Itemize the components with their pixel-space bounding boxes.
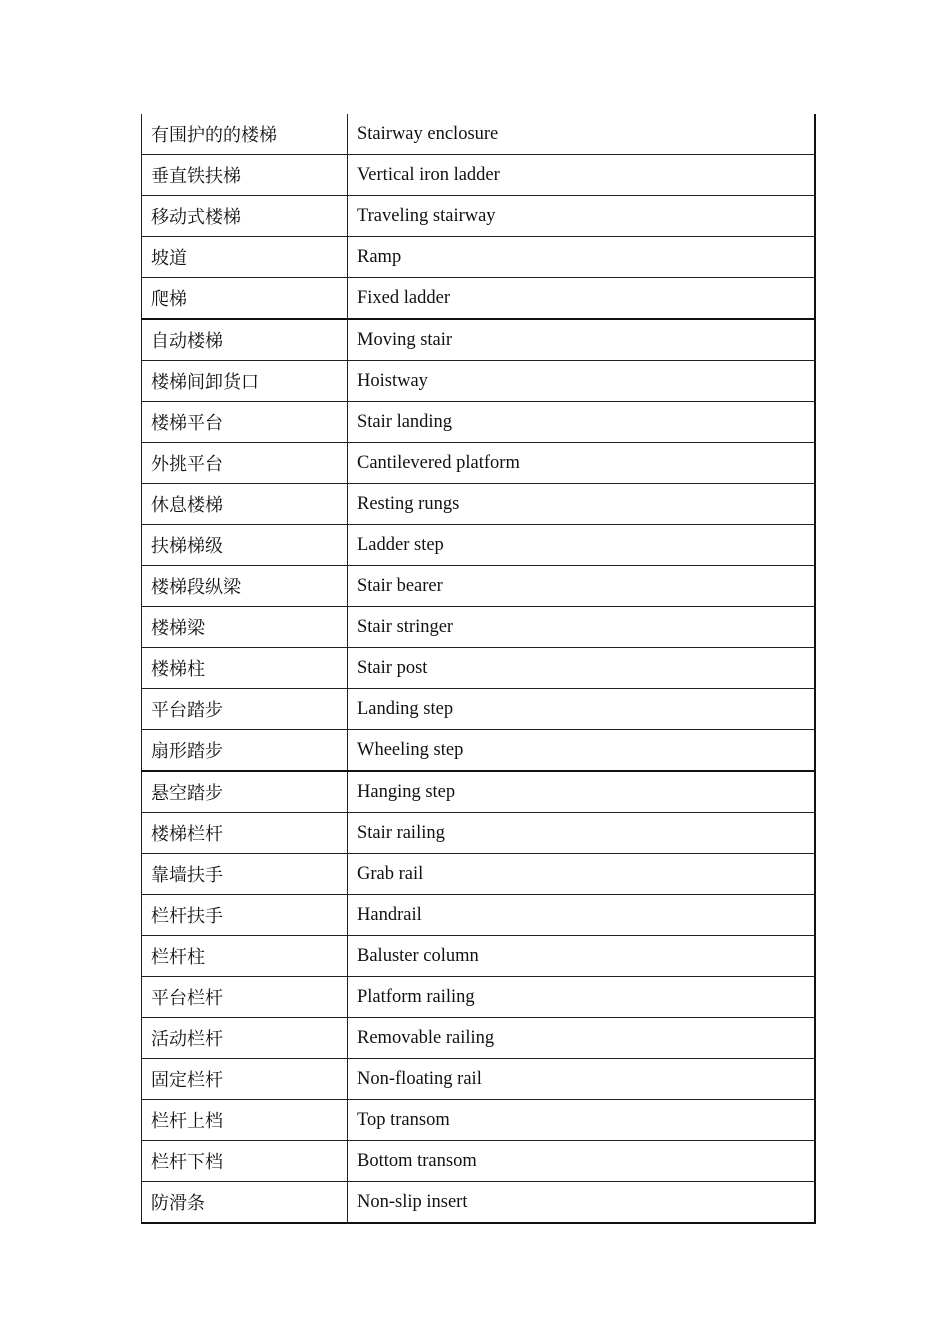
chinese-term: 栏杆下档: [142, 1141, 348, 1182]
english-term: Landing step: [348, 689, 815, 730]
table-row: [142, 1100, 815, 1141]
english-term: Stair landing: [348, 402, 815, 443]
english-term: Grab rail: [348, 854, 815, 895]
chinese-term: 楼梯平台: [142, 402, 348, 443]
table-row: [142, 854, 815, 895]
table-row: [142, 319, 815, 361]
chinese-term: 栏杆柱: [142, 936, 348, 977]
table-row: [142, 1018, 815, 1059]
english-term: Non-slip insert: [348, 1182, 815, 1224]
table-row: [142, 196, 815, 237]
english-term: Stairway enclosure: [348, 114, 815, 155]
table-row: [142, 402, 815, 443]
glossary-table-container: [141, 114, 814, 1224]
table-row: [142, 977, 815, 1018]
chinese-term: 扇形踏步: [142, 730, 348, 772]
chinese-term: 栏杆扶手: [142, 895, 348, 936]
english-term: Stair post: [348, 648, 815, 689]
chinese-term: 垂直铁扶梯: [142, 155, 348, 196]
glossary-table: [141, 114, 816, 1224]
table-row: [142, 237, 815, 278]
table-row: [142, 443, 815, 484]
chinese-term: 休息楼梯: [142, 484, 348, 525]
table-row: [142, 771, 815, 813]
table-row: [142, 278, 815, 320]
english-term: Vertical iron ladder: [348, 155, 815, 196]
english-term: Ramp: [348, 237, 815, 278]
english-term: Stair bearer: [348, 566, 815, 607]
english-term: Cantilevered platform: [348, 443, 815, 484]
english-term: Top transom: [348, 1100, 815, 1141]
english-term: Moving stair: [348, 319, 815, 361]
table-row: [142, 648, 815, 689]
chinese-term: 楼梯栏杆: [142, 813, 348, 854]
chinese-term: 爬梯: [142, 278, 348, 320]
chinese-term: 悬空踏步: [142, 771, 348, 813]
chinese-term: 栏杆上档: [142, 1100, 348, 1141]
english-term: Stair railing: [348, 813, 815, 854]
english-term: Baluster column: [348, 936, 815, 977]
table-row: [142, 607, 815, 648]
chinese-term: 移动式楼梯: [142, 196, 348, 237]
table-row: [142, 566, 815, 607]
chinese-term: 外挑平台: [142, 443, 348, 484]
chinese-term: 平台踏步: [142, 689, 348, 730]
english-term: Fixed ladder: [348, 278, 815, 320]
english-term: Stair stringer: [348, 607, 815, 648]
english-term: Handrail: [348, 895, 815, 936]
table-row: [142, 525, 815, 566]
table-row: [142, 730, 815, 772]
english-term: Resting rungs: [348, 484, 815, 525]
table-row: [142, 1059, 815, 1100]
chinese-term: 平台栏杆: [142, 977, 348, 1018]
chinese-term: 坡道: [142, 237, 348, 278]
table-row: [142, 155, 815, 196]
chinese-term: 楼梯柱: [142, 648, 348, 689]
table-row: [142, 936, 815, 977]
english-term: Hoistway: [348, 361, 815, 402]
chinese-term: 楼梯梁: [142, 607, 348, 648]
chinese-term: 有围护的的楼梯: [142, 114, 348, 155]
table-row: [142, 114, 815, 155]
chinese-term: 固定栏杆: [142, 1059, 348, 1100]
table-row: [142, 1182, 815, 1224]
english-term: Hanging step: [348, 771, 815, 813]
english-term: Bottom transom: [348, 1141, 815, 1182]
table-row: [142, 484, 815, 525]
english-term: Removable railing: [348, 1018, 815, 1059]
english-term: Wheeling step: [348, 730, 815, 772]
english-term: Platform railing: [348, 977, 815, 1018]
chinese-term: 自动楼梯: [142, 319, 348, 361]
chinese-term: 活动栏杆: [142, 1018, 348, 1059]
table-row: [142, 689, 815, 730]
table-row: [142, 1141, 815, 1182]
table-row: [142, 813, 815, 854]
chinese-term: 楼梯段纵梁: [142, 566, 348, 607]
chinese-term: 楼梯间卸货口: [142, 361, 348, 402]
chinese-term: 靠墙扶手: [142, 854, 348, 895]
chinese-term: 防滑条: [142, 1182, 348, 1224]
english-term: Ladder step: [348, 525, 815, 566]
english-term: Non-floating rail: [348, 1059, 815, 1100]
table-row: [142, 361, 815, 402]
english-term: Traveling stairway: [348, 196, 815, 237]
chinese-term: 扶梯梯级: [142, 525, 348, 566]
table-row: [142, 895, 815, 936]
